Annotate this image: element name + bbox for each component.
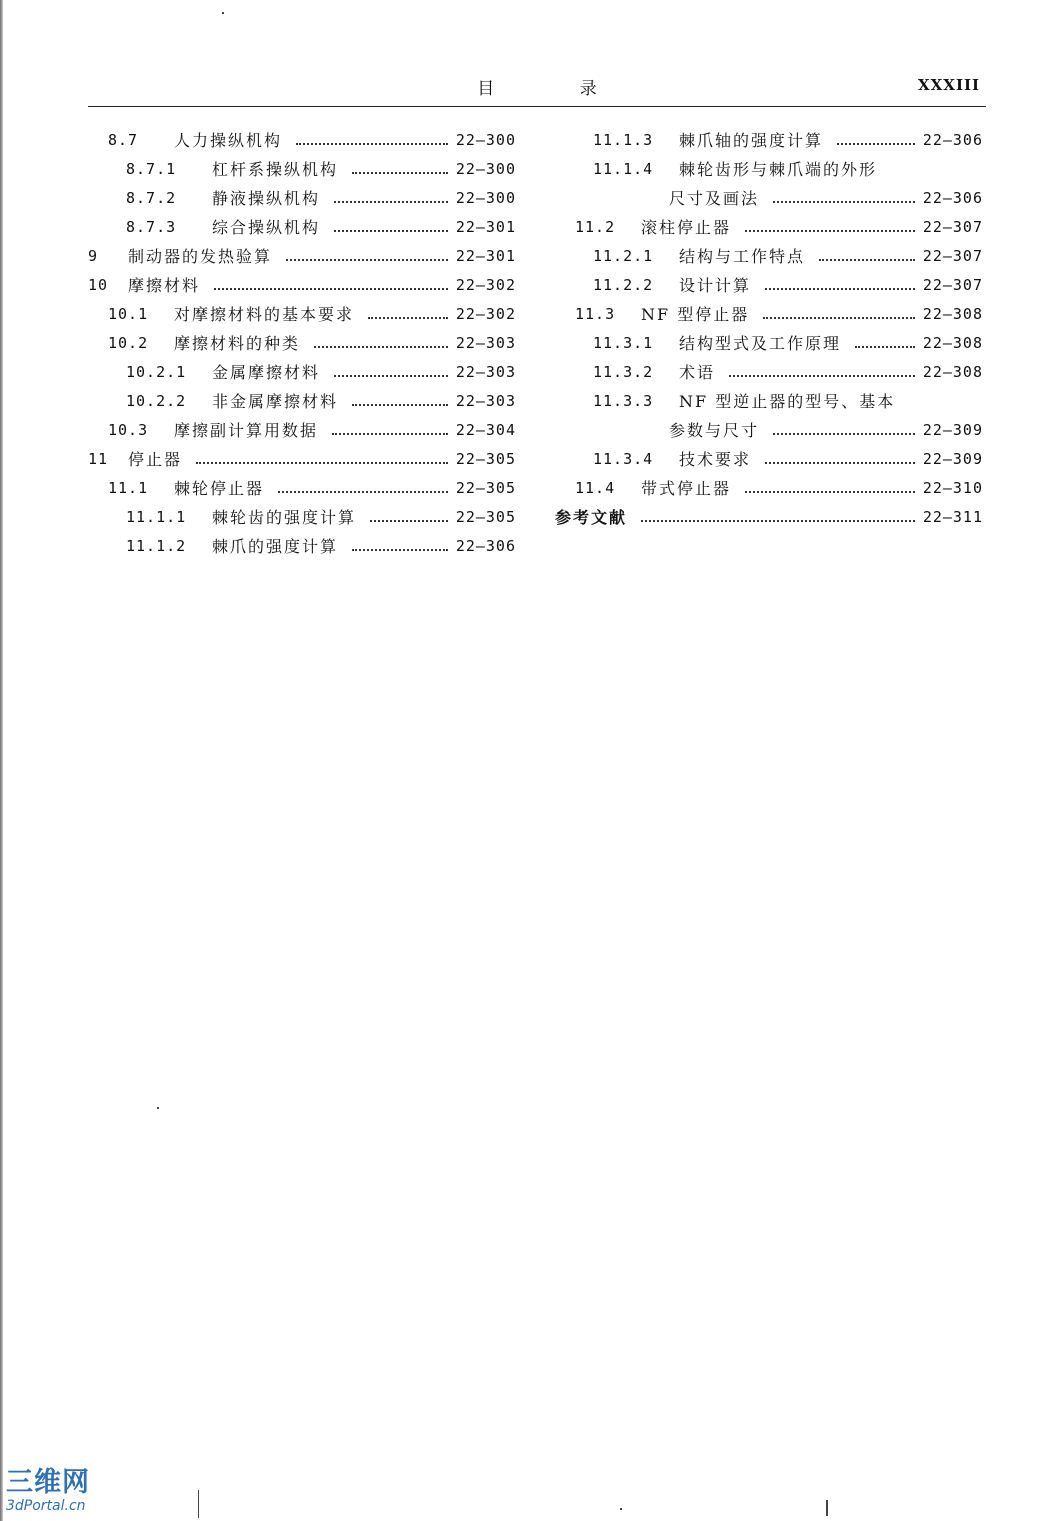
toc-entry-page: 22—307 [922,276,983,294]
toc-entry [88,503,516,532]
toc-entry-title: 人力操纵机构 [174,131,283,150]
toc-entry [555,184,983,213]
toc-entry-page: 22—305 [455,508,516,526]
toc-entry-page: 22—309 [922,450,983,468]
toc-entry-number: 11.2 [575,218,616,236]
toc-entry-page: 22—305 [455,479,516,497]
scan-speck [620,1508,622,1510]
toc-leader-dots [773,432,915,435]
toc-entry [555,503,983,532]
toc-entry-title: 棘轮齿形与棘爪端的外形 [679,160,878,179]
toc-entry-title: 参数与尺寸 [669,421,760,440]
toc-leader-dots [352,171,448,174]
toc-entry-title: 摩擦材料的种类 [174,334,301,353]
toc-entry-page: 22—300 [455,131,516,149]
page-header [88,70,986,107]
toc-entry-number: 8.7.2 [126,189,177,207]
toc-entry-page: 22—309 [922,421,983,439]
toc-leader-dots [334,200,448,203]
toc-entry-page: 22—308 [922,334,983,352]
toc-leader-dots [729,374,915,377]
toc-entry-title: 制动器的发热验算 [128,247,273,266]
toc-leader-dots [819,258,915,261]
toc-entry-page: 22—301 [455,218,516,236]
toc-entry [88,387,516,416]
toc-entry-number: 10 [88,276,109,294]
toc-entry-page: 22—308 [922,305,983,323]
toc-entry [555,474,983,503]
toc-entry [555,358,983,387]
toc-entry-title: 棘爪轴的强度计算 [679,131,824,150]
toc-entry [88,300,516,329]
toc-entry-number: 8.7.1 [126,160,177,178]
toc-entry-title: 对摩擦材料的基本要求 [174,305,355,324]
toc-entry [88,271,516,300]
toc-entry-number: 11.1.3 [593,131,654,149]
toc-leader-dots [296,142,448,145]
toc-leader-dots [855,345,915,348]
toc-entry-title: 综合操纵机构 [212,218,321,237]
toc-entry-page: 22—302 [455,276,516,294]
toc-entry [555,242,983,271]
toc-entry-title: 棘轮停止器 [174,479,265,498]
toc-entry-number: 11.3.1 [593,334,654,352]
toc-leader-dots [332,432,448,435]
page-title: 目 录 [477,79,637,99]
toc-entry-number: 11.1 [108,479,149,497]
toc-leader-dots [765,461,915,464]
toc-entry-title: 结构型式及工作原理 [679,334,842,353]
toc-entry-number: 10.2 [108,334,149,352]
toc-left-column [88,126,516,561]
toc-entry [88,126,516,155]
toc-entry-title: 技术要求 [679,450,752,469]
toc-entry-number: 11.2.2 [593,276,654,294]
toc-leader-dots [765,287,915,290]
watermark-url: 3dPortal.cn [6,1498,86,1514]
toc-leader-dots [763,316,915,319]
toc-entry-title: 摩擦副计算用数据 [174,421,319,440]
toc-entry [88,358,516,387]
toc-entry [555,300,983,329]
toc-entry-page: 22—307 [922,218,983,236]
toc-entry-number: 11.3 [575,305,616,323]
toc-entry-page: 22—307 [922,247,983,265]
toc-entry-page: 22—306 [455,537,516,555]
toc-leader-dots [286,258,448,261]
toc-entry-title: 尺寸及画法 [669,189,760,208]
toc-entry-number: 11 [88,450,109,468]
toc-entry [88,416,516,445]
toc-entry-title: 摩擦材料 [128,276,201,295]
toc-entry [555,329,983,358]
toc-entry-title: 非金属摩擦材料 [212,392,339,411]
toc-entry-number: 11.1.4 [593,160,654,178]
toc-entry-page: 22—306 [922,131,983,149]
toc-leader-dots [370,519,448,522]
scan-speck [826,1500,828,1516]
toc-entry-title: 结构与工作特点 [679,247,806,266]
toc-entry-number: 11.3.4 [593,450,654,468]
toc-entry [555,213,983,242]
toc-entry-title: 静液操纵机构 [212,189,321,208]
toc-entry-number: 10.3 [108,421,149,439]
toc-leader-dots [214,287,448,290]
toc-entry-number: 8.7.3 [126,218,177,236]
toc-entry [555,445,983,474]
toc-leader-dots [352,403,448,406]
toc-entry-number: 10.2.1 [126,363,187,381]
toc-entry-page: 22—302 [455,305,516,323]
toc-entry-page: 22—306 [922,189,983,207]
toc-entry [88,155,516,184]
toc-entry [555,271,983,300]
toc-entry [88,445,516,474]
toc-entry-title: 棘爪的强度计算 [212,537,339,556]
toc-entry [88,329,516,358]
toc-entry-number: 11.3.2 [593,363,654,381]
toc-entry [88,474,516,503]
toc-entry-title: 滚柱停止器 [641,218,732,237]
toc-entry-number: 10.2.2 [126,392,187,410]
toc-entry-number: 10.1 [108,305,149,323]
toc-leader-dots [278,490,448,493]
toc-leader-dots [196,461,448,464]
scan-speck [157,1107,159,1109]
toc-entry [88,242,516,271]
toc-entry-number: 9 [88,247,99,265]
toc-entry-number: 11.2.1 [593,247,654,265]
toc-leader-dots [334,229,448,232]
toc-entry-page: 22—308 [922,363,983,381]
toc-right-column [555,126,983,532]
toc-entry-title: 金属摩擦材料 [212,363,321,382]
toc-entry-title: 参考文献 [555,508,628,527]
toc-entry-page: 22—305 [455,450,516,468]
toc-leader-dots [837,142,915,145]
toc-entry-number: 11.1.1 [126,508,187,526]
toc-entry-page: 22—303 [455,392,516,410]
toc-entry-number: 11.4 [575,479,616,497]
toc-entry-number: 8.7 [108,131,139,149]
toc-entry-page: 22—301 [455,247,516,265]
toc-entry [88,184,516,213]
toc-entry-number: 11.3.3 [593,392,654,410]
toc-entry-number: 11.1.2 [126,537,187,555]
toc-leader-dots [334,374,448,377]
page-number: XXXIII [918,76,980,94]
scan-speck [222,12,224,14]
toc-entry-title: 杠杆系操纵机构 [212,160,339,179]
toc-leader-dots [314,345,448,348]
toc-entry-page: 22—303 [455,363,516,381]
watermark-logo [6,1468,116,1518]
toc-entry-page: 22—311 [922,508,983,526]
toc-entry [88,532,516,561]
watermark-chinese: 三维网 [6,1467,90,1498]
toc-entry [555,126,983,155]
toc-leader-dots [745,490,915,493]
toc-entry-title: 停止器 [128,450,183,469]
toc-entry-title: NF 型逆止器的型号、基本 [679,392,896,411]
toc-leader-dots [352,548,448,551]
toc-entry-page: 22—304 [455,421,516,439]
toc-leader-dots [641,519,915,522]
toc-leader-dots [773,200,915,203]
toc-entry-page: 22—300 [455,160,516,178]
toc-entry-page: 22—300 [455,189,516,207]
toc-entry [88,213,516,242]
toc-entry [555,155,983,184]
toc-leader-dots [368,316,448,319]
toc-entry-page: 22—303 [455,334,516,352]
scan-speck [198,1490,199,1518]
toc-leader-dots [745,229,915,232]
toc-entry-page: 22—310 [922,479,983,497]
toc-entry-title: 带式停止器 [641,479,732,498]
toc-entry-title: NF 型停止器 [641,305,750,324]
toc-entry-title: 设计计算 [679,276,752,295]
toc-entry [555,416,983,445]
toc-entry-title: 棘轮齿的强度计算 [212,508,357,527]
toc-entry-title: 术语 [679,363,716,382]
scan-edge [0,0,3,1521]
toc-entry [555,387,983,416]
